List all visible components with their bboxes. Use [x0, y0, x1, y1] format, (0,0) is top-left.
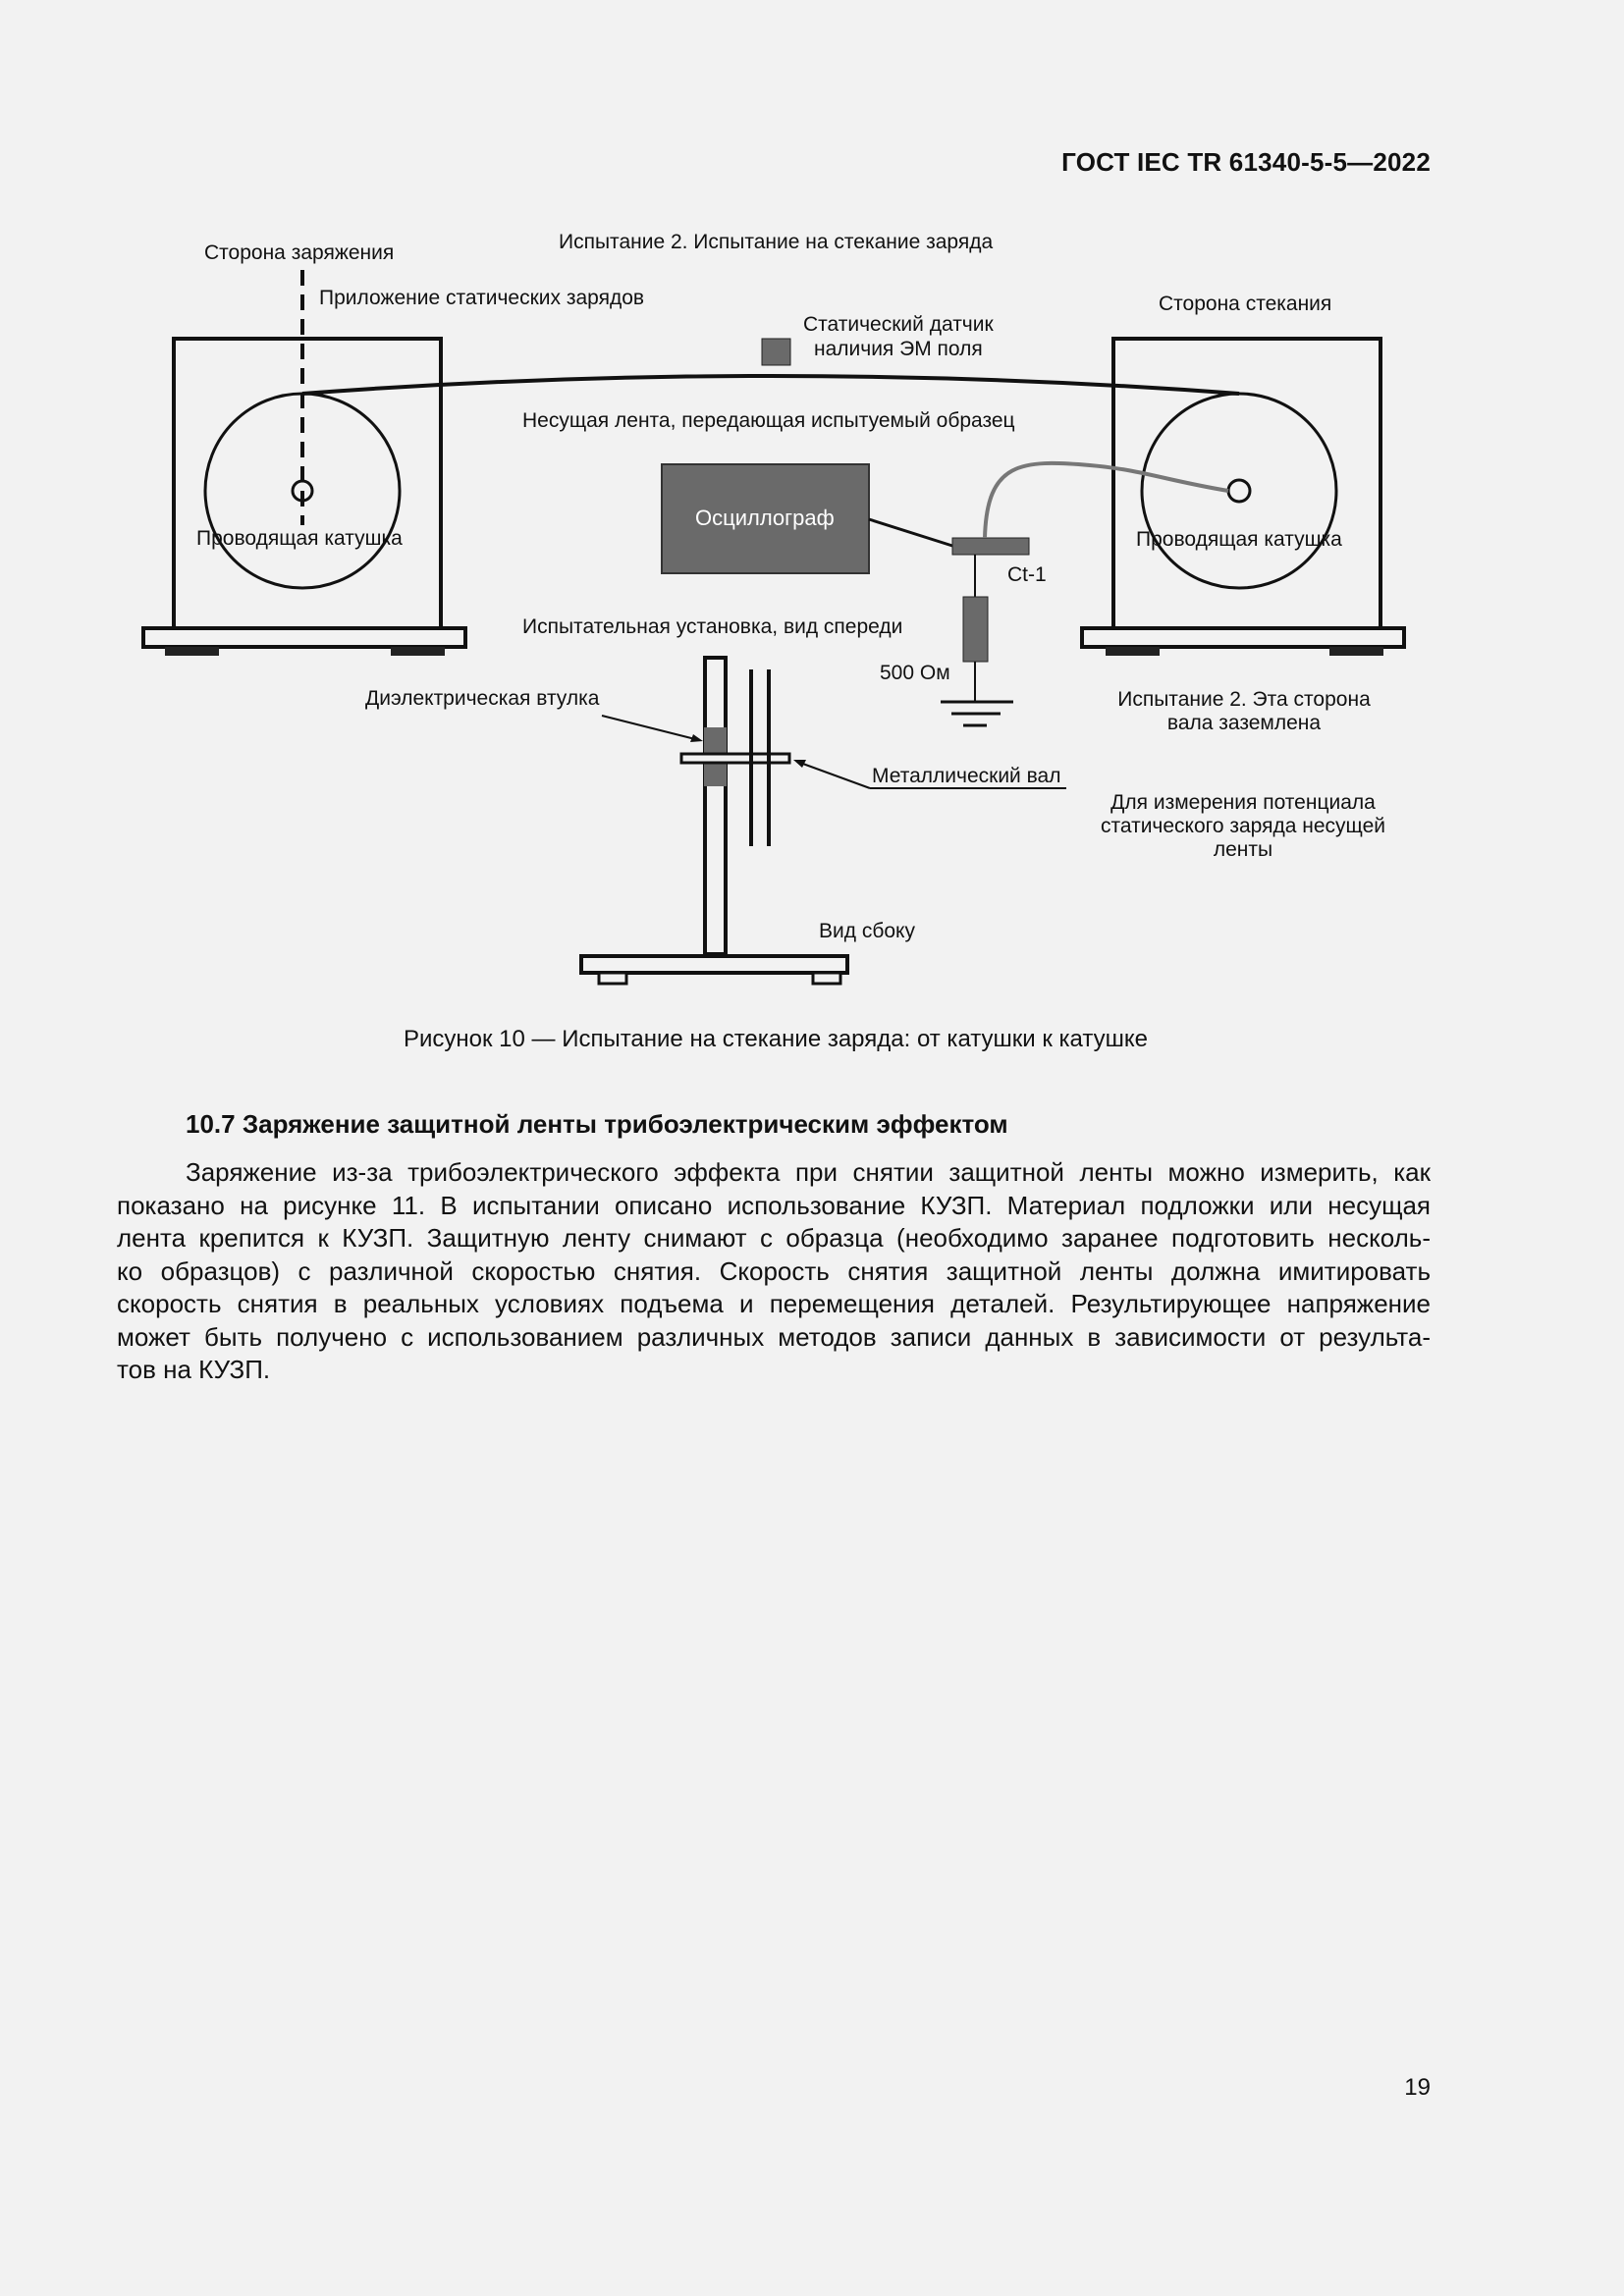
label-measure-line1: Для измерения потенциала	[1110, 791, 1376, 814]
figure-title: Испытание 2. Испытание на стекание заряда	[559, 231, 994, 253]
label-charging-side: Сторона заряжения	[204, 241, 395, 264]
label-right-reel: Проводящая катушка	[1136, 528, 1342, 551]
label-carrier-tape: Несущая лента, передающая испытуемый образец	[522, 409, 1015, 432]
label-side-view: Вид сбоку	[819, 920, 915, 942]
label-sensor-line1: Статический датчик	[803, 313, 994, 336]
paragraph-line: показано на рисунке 11. В испытании описано использование КУЗП. Материал подложки или несущая	[117, 1190, 1431, 1220]
figure-caption: Рисунок 10 — Испытание на стекание заряда: от катушки к катушке	[403, 1026, 1149, 1052]
label-ct1: Ct-1	[1007, 563, 1047, 586]
carrier-tape	[302, 376, 1239, 394]
label-metal-shaft: Металлический вал	[872, 765, 1061, 787]
left-reel-assembly	[143, 270, 465, 656]
label-dielectric-bushing: Диэлектрическая втулка	[365, 687, 600, 710]
label-grounded-line1: Испытание 2. Эта сторона	[1117, 688, 1371, 711]
standard-header: ГОСТ IEC TR 61340-5-5—2022	[1061, 147, 1431, 177]
label-apply-charges: Приложение статических зарядов	[319, 287, 645, 309]
paragraph-line: может быть получено с использованием различных методов записи данных в зависимости от результа-	[117, 1321, 1431, 1352]
paragraph-line: ко образцов) с различной скоростью снятия. Скорость снятия защитной ленты должна имитировать	[117, 1255, 1431, 1286]
ground-icon	[941, 702, 1013, 725]
resistor	[963, 597, 988, 662]
section-paragraph	[117, 1156, 1431, 1387]
label-front-view: Испытательная установка, вид спереди	[522, 615, 903, 638]
label-measure-line3: ленты	[1213, 838, 1273, 861]
side-view-stand	[581, 658, 847, 984]
label-sensor-line2: наличия ЭМ поля	[814, 338, 983, 360]
ct1-block	[952, 538, 1029, 555]
label-oscilloscope: Осциллограф	[695, 506, 835, 530]
probe-cable	[985, 463, 1228, 538]
right-reel-hub	[1228, 480, 1250, 502]
label-drain-side: Сторона стекания	[1159, 293, 1332, 315]
label-grounded-line2: вала заземлена	[1166, 712, 1322, 734]
label-resistor: 500 Ом	[880, 662, 950, 684]
static-sensor	[762, 339, 790, 365]
page-number: 19	[1404, 2074, 1431, 2101]
label-left-reel: Проводящая катушка	[196, 527, 403, 550]
label-measure-line2: статического заряда несущей	[1100, 815, 1386, 837]
paragraph-line: лента крепится к КУЗП. Защитную ленту снимают с образца (необходимо заранее подготовить несколь-	[117, 1223, 1431, 1253]
paragraph-line: Заряжение из-за трибоэлектрического эффекта при снятии защитной ленты можно измерить, как	[186, 1157, 1431, 1187]
paragraph-line: тов на КУЗП.	[117, 1355, 271, 1384]
right-reel	[1142, 394, 1336, 588]
section-title: 10.7 Заряжение защитной ленты трибоэлектрическим эффектом	[186, 1109, 1008, 1139]
figure-10-diagram	[0, 0, 1624, 1080]
paragraph-line: скорость снятия в реальных условиях подъема и перемещения деталей. Результирующее напряжение	[117, 1289, 1431, 1318]
